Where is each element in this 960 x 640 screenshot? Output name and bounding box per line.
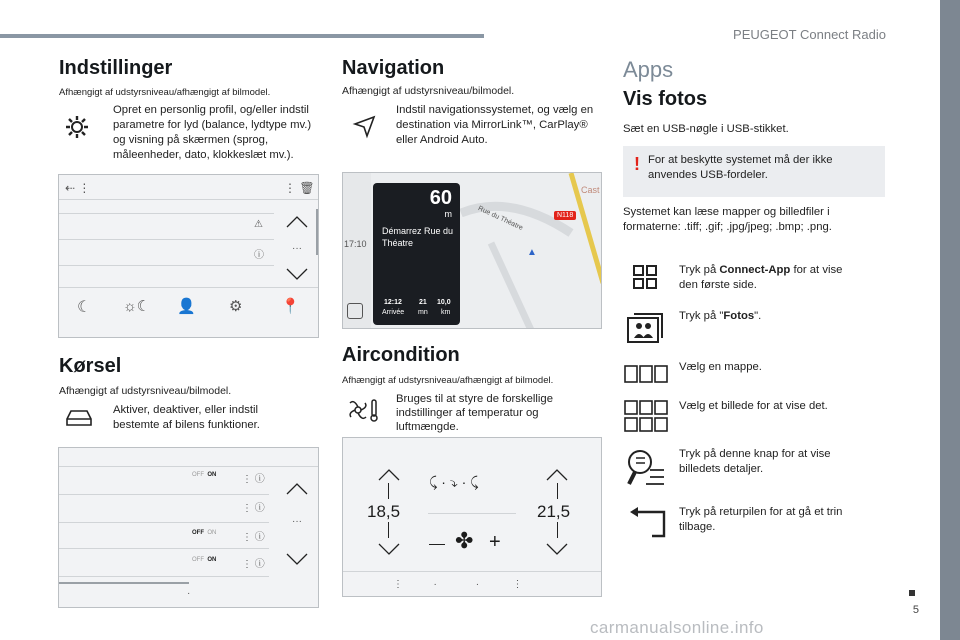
nav-km-label: km (441, 309, 451, 316)
toggle-1[interactable]: OFF ON (192, 472, 217, 478)
scroll-down-icon[interactable] (285, 267, 309, 281)
driving-screen (58, 447, 319, 608)
details-magnifier-icon (626, 448, 666, 490)
korsel-description: Aktiver, deaktiver, eller indstil bestemte af bilens funktioner. (113, 404, 260, 431)
left-temperature: 18,5 (367, 502, 401, 521)
side-rule (940, 0, 960, 640)
climate-screen (342, 437, 602, 597)
indstillinger-title: Indstillinger (59, 57, 173, 79)
korsel-dependency: Afhængigt af udstyrsniveau/bilmodel. (59, 385, 232, 397)
indstillinger-dependency: Afhængigt af udstyrsniveau/afhængigt af bilmodel. (59, 87, 271, 98)
settings-gear-icon (64, 114, 90, 140)
folder-row-icon (624, 365, 668, 383)
apps-section-title: Apps (623, 57, 674, 82)
scroll-up-icon[interactable] (285, 215, 309, 229)
info-icon: ⓘ (254, 250, 264, 261)
day-night-icon[interactable]: ☼☾ (123, 298, 151, 315)
back-arrow-icon[interactable]: ⇠ ⋮ (65, 181, 91, 195)
navigation-title: Navigation (342, 57, 445, 79)
place-label: Cast (581, 185, 600, 195)
nav-guidance-card (373, 183, 460, 325)
climate-fan-temp-icon (346, 397, 380, 423)
scroll-down-icon[interactable] (285, 552, 309, 566)
formats-text: Systemet kan læse mapper og billedfiler i formaterne: .tiff; .gif; .jpg/jpeg; .bmp; .png. (623, 206, 832, 233)
step-image: Vælg et billede for at vise det. (679, 400, 828, 412)
nav-km: 10,0 (437, 299, 451, 306)
photos-icon (626, 310, 666, 344)
indstillinger-description: Opret en personlig profil, og/eller indstil parametre for lyd (balance, lydtype mv.) og visning på skærmen (sprog, måleenheder, dato, klokkeslæt mv.). (113, 104, 312, 161)
page-dot: · (187, 588, 191, 599)
warning-mark-icon: ! (634, 154, 640, 174)
warning-icon: ⚠ (254, 219, 263, 230)
toggle-2-info-icon[interactable]: ⋮ ⓘ (242, 532, 265, 543)
nav-instruction: Démarrez Rue du Théatre (382, 226, 454, 248)
nav-distance: 60 (429, 187, 452, 209)
korsel-title: Kørsel (59, 355, 122, 377)
nav-home-button[interactable] (347, 303, 363, 319)
menu-trash-icon[interactable]: ⋮ 🗑 (284, 181, 315, 195)
left-temp-up-icon[interactable] (377, 468, 401, 482)
toggle-3-info-icon[interactable]: ⋮ ⓘ (242, 559, 265, 570)
step-details: Tryk på denne knap for at vise billedets detaljer. (679, 448, 831, 475)
nav-arrival-time: 12:12 (384, 299, 402, 306)
image-grid-icon (624, 400, 668, 432)
night-mode-icon[interactable]: ☾ (77, 299, 92, 316)
navigation-description: Indstil navigationssystemet, og vælg en destination via MirrorLink™, CarPlay® eller Android Auto. (396, 104, 594, 146)
toggle-1-info-icon[interactable]: ⋮ ⓘ (242, 474, 265, 485)
more-dots-icon[interactable]: ··· (292, 243, 302, 254)
scroll-up-icon[interactable] (285, 482, 309, 496)
row-2-info-icon[interactable]: ⋮ ⓘ (242, 503, 265, 514)
header-rule (0, 34, 484, 38)
aircondition-title: Aircondition (342, 344, 460, 366)
road-label: Rue du Théatre (476, 205, 524, 232)
location-settings-icon[interactable]: 📍 (281, 298, 300, 315)
page-number: 5 (912, 604, 919, 616)
usb-intro: Sæt en USB-nøgle i USB-stikket. (623, 123, 789, 135)
continue-marker (909, 590, 915, 596)
nav-minutes: 21 (419, 299, 427, 306)
warning-box (623, 146, 885, 197)
return-arrow-icon (628, 506, 666, 538)
step-return: Tryk på returpilen for at gå et trin tilbage. (679, 506, 843, 533)
settings-icon[interactable]: ⚙ (229, 298, 243, 315)
car-icon (64, 407, 94, 429)
header-title: PEUGEOT Connect Radio (733, 27, 886, 42)
navigation-arrow-icon (352, 114, 378, 140)
profile-icon[interactable]: 👤 (177, 298, 196, 315)
step-fotos: Tryk på "Fotos". (679, 310, 762, 322)
nav-clock: 17:10 (344, 239, 367, 249)
more-dots-icon[interactable]: ··· (292, 516, 302, 527)
navigation-screen (342, 172, 602, 329)
connect-app-grid-icon (632, 264, 658, 290)
nav-distance-unit: m (444, 209, 452, 219)
right-temperature: 21,5 (537, 502, 571, 521)
nav-sidebar (343, 173, 371, 329)
aircondition-description: Bruges til at styre de forskellige indstillinger af temperatur og luftmængde. (396, 393, 553, 433)
aircondition-dependency: Afhængigt af udstyrsniveau/afhængigt af bilmodel. (342, 375, 554, 386)
fan-decrease-icon[interactable] (429, 544, 445, 545)
nav-arrival-label: Arrivée (382, 309, 405, 316)
fan-speed-icon[interactable]: ✤ (455, 528, 474, 553)
step-folder: Vælg en mappe. (679, 361, 762, 373)
step-connect-app: Tryk på Connect-App for at vise den første side. (679, 264, 843, 291)
vis-fotos-title: Vis fotos (623, 88, 708, 110)
progress-track (59, 582, 189, 584)
position-marker-icon: ▲ (527, 247, 537, 258)
right-temp-up-icon[interactable] (545, 468, 569, 482)
nav-minutes-label: mn (418, 309, 428, 316)
left-temp-down-icon[interactable] (377, 542, 401, 556)
navigation-dependency: Afhængigt af udstyrsniveau/bilmodel. (342, 85, 515, 97)
toggle-2[interactable]: OFF ON (192, 530, 217, 536)
toggle-3[interactable]: OFF ON (192, 557, 217, 563)
route-badge: N118 (554, 211, 576, 220)
fan-increase-icon[interactable]: + (489, 531, 501, 553)
settings-screen (58, 174, 319, 338)
air-distribution-icons[interactable]: ⤹ · ⤵ · ⤹ (429, 474, 479, 490)
climate-menu-dots[interactable]: ⋮ · · ⋮ (393, 579, 523, 590)
warning-text: For at beskytte systemet må der ikke anvendes USB-fordeler. (648, 154, 833, 181)
watermark: carmanualsonline.info (590, 618, 764, 637)
right-temp-down-icon[interactable] (545, 542, 569, 556)
scrollbar[interactable] (316, 209, 318, 255)
